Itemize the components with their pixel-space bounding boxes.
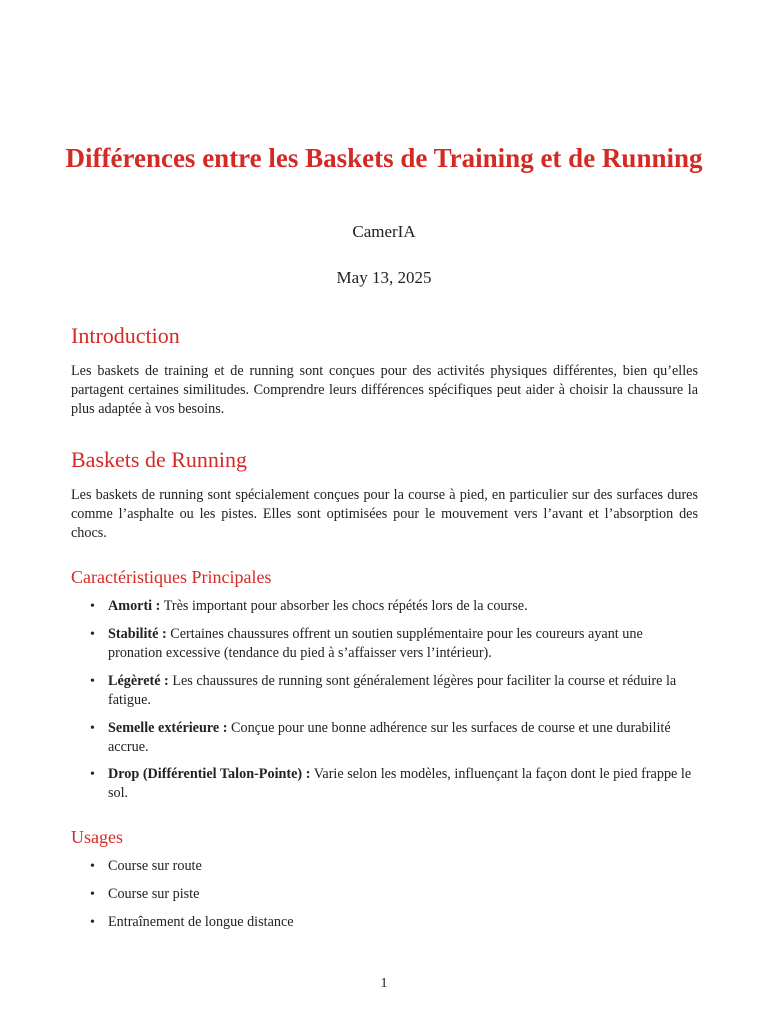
usage-text: Course sur route [108,858,202,874]
bullet-icon: • [90,627,95,642]
section-heading-introduction: Introduction [71,323,180,348]
bullet-icon: • [90,674,95,689]
feature-term: Légèreté : [108,673,169,689]
feature-term: Drop (Différentiel Talon-Pointe) : [108,766,311,782]
subsection-heading-usages: Usages [71,827,123,847]
list-item [90,672,698,710]
list-item [90,857,698,876]
document-date: May 13, 2025 [336,268,432,287]
subsection-heading-features: Caractéristiques Principales [71,567,272,587]
feature-text: Certaines chaussures offrent un soutien supplémentaire pour les coureurs ayant une pronation excessive (tendance du pied à s’affaisser vers l’intérieur). [108,626,643,661]
feature-text: Varie selon les modèles, influençant la façon dont le pied frappe le sol. [108,766,692,801]
feature-text: Très important pour absorber les chocs répétés lors de la course. [163,598,528,614]
bullet-icon: • [90,859,95,874]
feature-term: Amorti : [108,598,161,614]
introduction-paragraph: Les baskets de training et de running sont conçues pour des activités physiques différentes, bien qu’elles partagent certaines similitudes. Comprendre leurs différences spécifiques peut aider à choisir la chaussure la plus adaptée à vos besoins. [71,363,698,417]
feature-text: Les chaussures de running sont généralement légères pour faciliter la course et réduire la fatigue. [108,673,677,708]
usage-text: Course sur piste [108,886,200,902]
usage-text: Entraînement de longue distance [108,914,294,930]
feature-term: Stabilité : [108,626,167,642]
running-paragraph: Les baskets de running sont spécialement conçues pour la course à pied, en particulier sur des surfaces dures comme l’asphalte ou les pistes. Elles sont optimisées pour le mouvement vers l’avant et l’absorption des chocs. [71,487,698,541]
list-item [90,885,698,904]
bullet-icon: • [90,721,95,736]
list-item [90,597,698,616]
list-item [90,765,698,803]
document-title: Différences entre les Baskets de Training et de Running [65,143,703,174]
bullet-icon: • [90,915,95,930]
feature-text: Conçue pour une bonne adhérence sur les surfaces de course et une durabilité accrue. [108,720,671,755]
page-number: 1 [380,976,388,991]
list-item [90,719,698,757]
bullet-icon: • [90,599,95,614]
document-author: CamerIA [352,222,416,241]
list-item [90,913,698,932]
section-heading-running: Baskets de Running [71,447,247,472]
bullet-icon: • [90,767,95,782]
list-item [90,625,698,663]
feature-term: Semelle extérieure : [108,720,228,736]
bullet-icon: • [90,887,95,902]
